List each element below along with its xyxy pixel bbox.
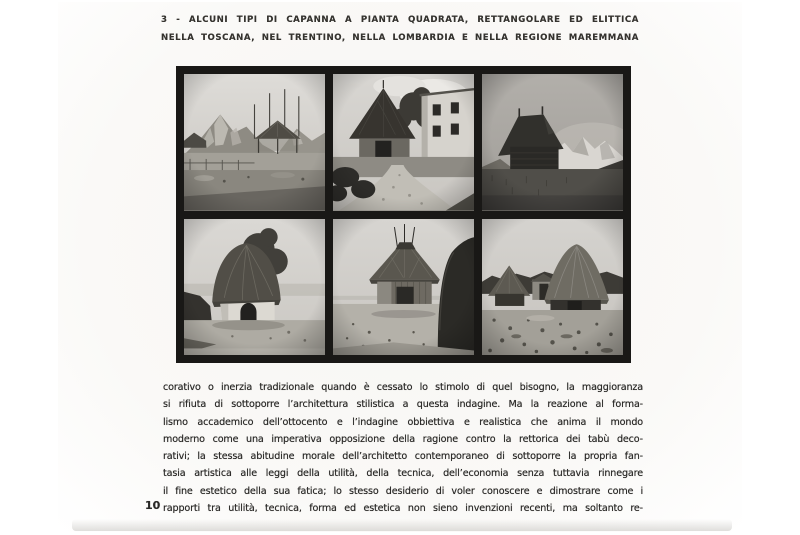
body-paragraph [163,379,643,517]
caption-line-2: NELLA TOSCANA, NEL TRENTINO, NELLA LOMBARDIA E NELLA REGIONE MAREMMANA [161,33,639,43]
body-line: si rifiuta di sottoporre l’architettura stilistica a questa indagine. Ma la reazione al forma- [163,399,643,411]
photo-hut-snow-mountains [482,74,623,211]
photo-hut-farmhouse [333,74,474,211]
figure-caption [161,11,639,47]
scan-shadow [72,519,732,531]
photo-hut-field-poles [184,74,325,211]
page-number: 10 [145,499,161,512]
body-line: il fine estetico della sua fatica; lo stesso desiderio di voler conoscere e dimostrare come i [163,485,643,497]
body-line: tasia artistica alle leggi della utilità, della tecnica, dell’economia senza tuttavia rinnegare [163,468,643,480]
body-line: lismo accademico dell’ottocento e l’indagine obbiettiva e realistica che anima il mondo [163,416,643,428]
body-line: rapporti tra utilità, tecnica, forma ed estetica non sieno invenzioni recenti, ma soltanto re- [163,503,643,515]
figure-photo-grid [176,66,631,363]
body-line: rativi; la stessa abitudine morale dell’architetto contemporaneo di sottoporre la propria fan- [163,451,643,463]
body-line: corativo o inerzia tradizionale quando è cessato lo stimolo di quel bisogno, la maggioranza [163,382,643,393]
body-line: moderno come una imperativa opposizione della ragione contro la rettorica dei tabù deco- [163,433,643,445]
photo-square-hut-finials [333,219,474,356]
photo-conical-huts-scrub [482,219,623,356]
photo-round-whitewashed-hut [184,219,325,356]
caption-line-1: 3 - ALCUNI TIPI DI CAPANNA A PIANTA QUADRATA, RETTANGOLARE ED ELITTICA [161,15,639,25]
